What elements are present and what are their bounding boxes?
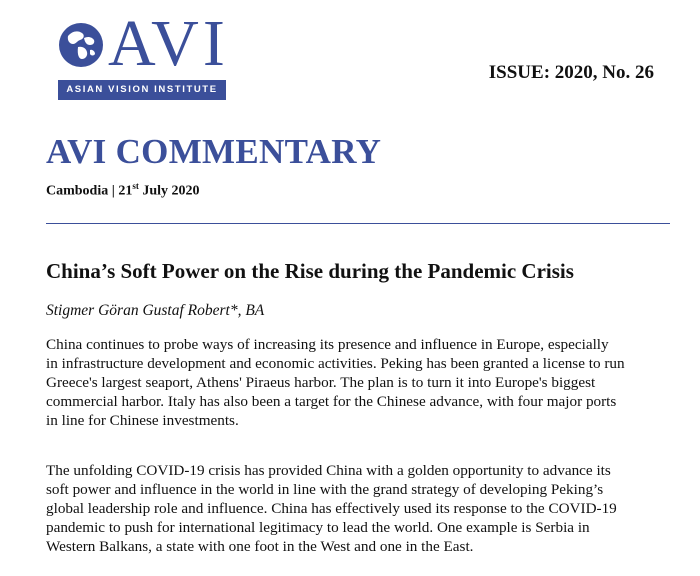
article-author: Stigmer Göran Gustaf Robert*, BA [46,302,265,319]
paragraph-line: in infrastructure development and economic activities. Peking has been granted a license to run [46,355,625,372]
paragraph-line: pandemic to push for international legitimacy to lead the world. One example is Serbia in [46,519,590,536]
article-title: China’s Soft Power on the Rise during the Pandemic Crisis [46,259,574,283]
paragraph-line: Greece's largest seaport, Athens' Piraeus harbor. The plan is to turn it into Europe's biggest [46,374,596,391]
paragraph-line: Western Balkans, a state with one foot in the West and one in the East. [46,538,474,555]
dateline [46,181,200,200]
paragraph-line: commercial harbor. Italy has also been a target for the Chinese advance, with four major ports [46,393,617,410]
paragraph-line: in line for Chinese investments. [46,412,239,429]
globe-icon [58,22,104,68]
paragraph-line: The unfolding COVID-19 crisis has provided China with a golden opportunity to advance its [46,462,611,479]
paragraph-line: soft power and influence in the world in line with the grand strategy of developing Peking’s [46,481,604,498]
issue-number: ISSUE: 2020, No. 26 [488,62,654,83]
paragraph-2 [46,461,666,556]
dateline-prefix: Cambodia | 21 [46,183,133,199]
dateline-suffix: July 2020 [138,183,200,199]
avi-logo [58,7,229,102]
divider [46,223,670,224]
dateline-ordinal: st [132,181,139,191]
paragraph-1 [46,335,666,430]
paragraph-line: China continues to probe ways of increasing its presence and influence in Europe, especially [46,336,609,353]
page-title: AVI COMMENTARY [46,132,382,171]
paragraph-line: global leadership role and influence. China has effectively used its response to the COVID-19 [46,500,617,517]
logo-letters: AVI [108,7,229,80]
logo-tagline: ASIAN VISION INSTITUTE [58,80,226,100]
